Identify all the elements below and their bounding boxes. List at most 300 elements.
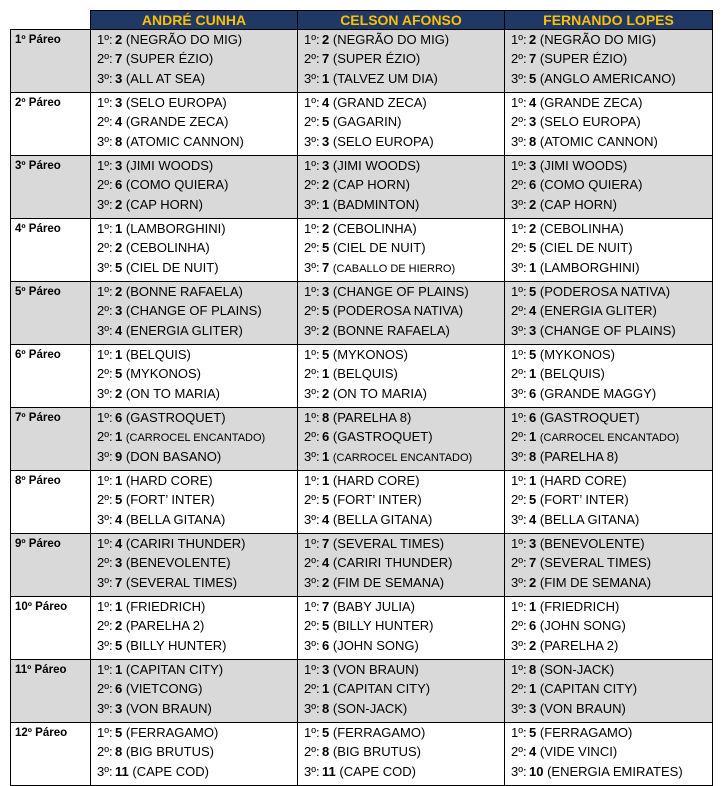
tip-line — [511, 49, 712, 68]
horse-name: (SON-JACK) — [539, 662, 615, 677]
tip-line — [511, 175, 712, 194]
horse-name: (FORT’ INTER) — [125, 492, 215, 508]
horse-name: (HARD CORE) — [332, 473, 420, 488]
tip-line — [511, 510, 712, 529]
horse-number: 7 — [322, 599, 330, 614]
placing-label: 3º: — [511, 322, 527, 338]
horse-number: 1 — [115, 347, 123, 362]
horse-number: 3 — [115, 303, 123, 319]
placing-label: 2º: — [304, 114, 320, 130]
tip-cell — [298, 345, 505, 408]
placing-label: 2º: — [304, 744, 320, 760]
placing-label: 1º: — [511, 32, 527, 47]
tip-line — [97, 195, 297, 214]
horse-name: (VON BRAUN) — [125, 700, 212, 716]
tip-cell — [91, 408, 298, 471]
tip-cell — [298, 219, 505, 282]
placing-label: 2º: — [511, 366, 527, 382]
tip-line — [511, 345, 712, 364]
tip-line — [97, 762, 297, 781]
tip-cell — [91, 282, 298, 345]
horse-number: 2 — [115, 618, 123, 634]
horse-name: (SEVERAL TIMES) — [125, 574, 238, 590]
placing-label: 2º: — [97, 177, 113, 193]
placing-label: 3º: — [97, 700, 113, 716]
tip-line — [304, 616, 504, 635]
placing-label: 1º: — [511, 221, 527, 236]
tip-line — [304, 195, 504, 214]
tip-line — [304, 679, 504, 698]
horse-number: 9 — [115, 448, 123, 464]
placing-label: 3º: — [304, 70, 320, 86]
tip-line — [97, 301, 297, 320]
placing-label: 3º: — [97, 259, 113, 275]
race-label: 6º Páreo — [11, 345, 91, 408]
horse-name: (BELQUIS) — [539, 366, 605, 382]
tip-line — [304, 534, 504, 553]
race-row — [11, 471, 713, 534]
horse-number: 2 — [529, 637, 537, 653]
tip-line — [97, 258, 297, 277]
horse-name: (BIG BRUTUS) — [125, 744, 214, 760]
placing-label: 3º: — [304, 448, 320, 464]
tip-line — [304, 238, 504, 257]
tip-line — [511, 447, 712, 466]
horse-name: (CARROCEL ENCANTADO) — [332, 451, 473, 464]
tip-line — [511, 384, 712, 403]
horse-name: (GRANDE MAGGY) — [539, 385, 657, 401]
tip-line — [511, 573, 712, 592]
placing-label: 2º: — [511, 114, 527, 130]
race-label: 7º Páreo — [11, 408, 91, 471]
horse-name: (VIDE VINCI) — [539, 744, 618, 760]
tip-line — [97, 69, 297, 88]
horse-number: 1 — [529, 681, 537, 697]
tip-line — [304, 553, 504, 572]
horse-number: 6 — [115, 410, 123, 425]
tip-line — [511, 471, 712, 490]
placing-label: 2º: — [511, 177, 527, 193]
placing-label: 2º: — [511, 555, 527, 571]
tip-line — [97, 175, 297, 194]
horse-name: (CAPITAN CITY) — [539, 681, 638, 697]
horse-number: 5 — [529, 284, 537, 299]
race-row — [11, 282, 713, 345]
race-label: 12º Páreo — [11, 723, 91, 786]
race-label: 1º Páreo — [11, 30, 91, 93]
horse-number: 2 — [529, 32, 537, 47]
horse-number: 3 — [322, 662, 330, 677]
horse-name: (SUPER ÉZIO) — [125, 51, 214, 67]
horse-name: (GRANDE ZECA) — [125, 114, 229, 130]
tip-line — [511, 660, 712, 679]
tip-cell — [505, 534, 713, 597]
horse-number: 5 — [322, 114, 330, 130]
placing-label: 2º: — [304, 177, 320, 193]
placing-label: 3º: — [304, 574, 320, 590]
tip-line — [304, 258, 504, 277]
horse-number: 6 — [115, 177, 123, 193]
horse-number: 1 — [529, 473, 537, 488]
placing-label: 1º: — [97, 599, 113, 614]
horse-name: (JOHN SONG) — [539, 618, 626, 634]
placing-label: 1º: — [511, 347, 527, 362]
race-label: 5º Páreo — [11, 282, 91, 345]
horse-number: 1 — [115, 473, 123, 488]
tip-line — [97, 534, 297, 553]
horse-name: (DON BASANO) — [125, 448, 222, 464]
placing-label: 3º: — [304, 763, 320, 779]
placing-label: 2º: — [304, 366, 320, 382]
tip-line — [97, 282, 297, 301]
tip-line — [304, 69, 504, 88]
horse-number: 1 — [529, 599, 537, 614]
placing-label: 2º: — [511, 303, 527, 319]
tip-line — [97, 132, 297, 151]
horse-number: 5 — [115, 725, 123, 740]
horse-number: 8 — [529, 448, 537, 464]
tip-line — [304, 219, 504, 238]
horse-number: 6 — [529, 385, 537, 401]
horse-name: (BADMINTON) — [332, 196, 420, 212]
horse-name: (ENERGIA GLITER) — [125, 322, 243, 338]
tip-cell — [298, 93, 505, 156]
tip-line — [97, 723, 297, 742]
horse-number: 5 — [115, 366, 123, 382]
header-tipster-3: FERNANDO LOPES — [505, 11, 713, 30]
placing-label: 2º: — [97, 681, 113, 697]
tip-line — [97, 408, 297, 427]
tip-line — [511, 699, 712, 718]
horse-number: 5 — [115, 259, 123, 275]
horse-name: (CEBOLINHA) — [125, 240, 210, 256]
horse-number: 1 — [115, 221, 123, 236]
horse-number: 8 — [529, 662, 537, 677]
tip-line — [97, 49, 297, 68]
tip-cell — [505, 345, 713, 408]
tip-line — [304, 490, 504, 509]
tip-cell — [505, 30, 713, 93]
placing-label: 3º: — [97, 196, 113, 212]
placing-label: 2º: — [511, 51, 527, 67]
race-row — [11, 660, 713, 723]
horse-name: (TALVEZ UM DIA) — [332, 70, 438, 86]
placing-label: 1º: — [304, 32, 320, 47]
horse-name: (ATOMIC CANNON) — [125, 133, 244, 149]
tip-line — [511, 636, 712, 655]
placing-label: 3º: — [97, 763, 113, 779]
placing-label: 2º: — [97, 51, 113, 67]
horse-name: (GRANDE ZECA) — [539, 95, 643, 110]
tip-cell — [505, 408, 713, 471]
race-label: 4º Páreo — [11, 219, 91, 282]
horse-number: 4 — [115, 511, 123, 527]
horse-number: 4 — [322, 511, 330, 527]
placing-label: 1º: — [304, 410, 320, 425]
tip-line — [97, 573, 297, 592]
tip-line — [304, 49, 504, 68]
placing-label: 3º: — [511, 133, 527, 149]
horse-number: 1 — [322, 366, 330, 382]
tip-cell — [298, 723, 505, 786]
horse-number: 6 — [322, 637, 330, 653]
horse-number: 5 — [115, 492, 123, 508]
placing-label: 1º: — [511, 473, 527, 488]
tip-cell — [91, 93, 298, 156]
tip-line — [97, 219, 297, 238]
tip-line — [304, 282, 504, 301]
horse-name: (JIMI WOODS) — [539, 158, 628, 173]
tip-cell — [298, 597, 505, 660]
placing-label: 2º: — [304, 618, 320, 634]
placing-label: 2º: — [304, 681, 320, 697]
placing-label: 3º: — [511, 637, 527, 653]
horse-number: 10 — [529, 763, 544, 779]
tip-cell — [298, 660, 505, 723]
tip-cell — [91, 723, 298, 786]
race-label: 10º Páreo — [11, 597, 91, 660]
horse-name: (VIETCONG) — [125, 681, 203, 697]
horse-name: (SUPER ÉZIO) — [539, 51, 628, 67]
tip-line — [304, 636, 504, 655]
placing-label: 3º: — [511, 196, 527, 212]
horse-name: (MYKONOS) — [539, 347, 615, 362]
tip-cell — [91, 471, 298, 534]
horse-name: (HARD CORE) — [125, 473, 213, 488]
tip-line — [97, 471, 297, 490]
horse-number: 4 — [115, 114, 123, 130]
tip-line — [97, 345, 297, 364]
race-label: 8º Páreo — [11, 471, 91, 534]
tip-line — [304, 30, 504, 49]
horse-number: 4 — [322, 555, 330, 571]
tip-cell — [505, 723, 713, 786]
horse-number: 6 — [322, 429, 330, 445]
tip-cell — [298, 156, 505, 219]
horse-name: (BELLA GITANA) — [125, 511, 226, 527]
tip-line — [511, 679, 712, 698]
tip-line — [511, 132, 712, 151]
placing-label: 1º: — [304, 725, 320, 740]
horse-name: (BONNE RAFAELA) — [332, 322, 450, 338]
horse-number: 2 — [115, 240, 123, 256]
horse-name: (BENEVOLENTE) — [539, 536, 645, 551]
placing-label: 2º: — [97, 114, 113, 130]
horse-number: 3 — [529, 158, 537, 173]
horse-number: 7 — [322, 259, 330, 275]
race-label: 2º Páreo — [11, 93, 91, 156]
horse-name: (CEBOLINHA) — [539, 221, 624, 236]
horse-name: (VON BRAUN) — [539, 700, 626, 716]
placing-label: 2º: — [511, 744, 527, 760]
horse-name: (COMO QUIERA) — [125, 177, 229, 193]
tip-line — [304, 112, 504, 131]
placing-label: 2º: — [304, 303, 320, 319]
header-corner — [11, 11, 91, 30]
horse-name: (JIMI WOODS) — [125, 158, 214, 173]
horse-name: (CAP HORN) — [539, 196, 617, 212]
horse-name: (BILLY HUNTER) — [332, 618, 434, 634]
horse-number: 2 — [322, 385, 330, 401]
placing-label: 1º: — [511, 410, 527, 425]
placing-label: 3º: — [304, 385, 320, 401]
placing-label: 3º: — [97, 322, 113, 338]
tip-line — [97, 490, 297, 509]
horse-number: 3 — [322, 284, 330, 299]
horse-name: (CIEL DE NUIT) — [332, 240, 426, 256]
horse-number: 7 — [529, 51, 537, 67]
horse-name: (COMO QUIERA) — [539, 177, 643, 193]
horse-number: 1 — [115, 662, 123, 677]
horse-number: 4 — [529, 95, 537, 110]
tip-line — [511, 616, 712, 635]
tip-line — [304, 132, 504, 151]
horse-number: 4 — [115, 536, 123, 551]
tip-line — [511, 321, 712, 340]
race-label: 3º Páreo — [11, 156, 91, 219]
tip-line — [511, 93, 712, 112]
tip-line — [511, 30, 712, 49]
horse-name: (ON TO MARIA) — [125, 385, 220, 401]
horse-number: 5 — [322, 492, 330, 508]
horse-number: 3 — [322, 133, 330, 149]
tip-line — [304, 364, 504, 383]
placing-label: 3º: — [304, 322, 320, 338]
tip-cell — [298, 471, 505, 534]
horse-name: (CIEL DE NUIT) — [125, 259, 219, 275]
tip-line — [304, 660, 504, 679]
horse-number: 2 — [529, 221, 537, 236]
horse-number: 4 — [322, 95, 330, 110]
horse-name: (SON-JACK) — [332, 700, 408, 716]
tip-line — [97, 597, 297, 616]
horse-name: (BIG BRUTUS) — [332, 744, 421, 760]
horse-number: 7 — [115, 574, 123, 590]
tip-line — [97, 553, 297, 572]
horse-name: (SEVERAL TIMES) — [539, 555, 652, 571]
placing-label: 3º: — [511, 511, 527, 527]
placing-label: 1º: — [97, 473, 113, 488]
placing-label: 1º: — [97, 95, 113, 110]
horse-number: 2 — [115, 32, 123, 47]
horse-number: 6 — [529, 410, 537, 425]
tip-cell — [505, 282, 713, 345]
race-row — [11, 534, 713, 597]
tip-line — [97, 112, 297, 131]
horse-name: (SELO EUROPA) — [332, 133, 434, 149]
horse-number: 7 — [115, 51, 123, 67]
race-row — [11, 156, 713, 219]
horse-number: 5 — [529, 347, 537, 362]
horse-name: (FRIEDRICH) — [125, 599, 206, 614]
horse-name: (BELQUIS) — [125, 347, 191, 362]
tip-line — [304, 573, 504, 592]
tip-line — [511, 408, 712, 427]
horse-name: (BONNE RAFAELA) — [125, 284, 243, 299]
horse-name: (MYKONOS) — [332, 347, 408, 362]
horse-number: 7 — [322, 51, 330, 67]
horse-number: 1 — [322, 473, 330, 488]
horse-name: (GRAND ZECA) — [332, 95, 427, 110]
horse-name: (CABALLO DE HIERRO) — [332, 262, 456, 275]
tip-line — [97, 156, 297, 175]
horse-name: (CARIRI THUNDER) — [332, 555, 453, 571]
horse-name: (HARD CORE) — [539, 473, 627, 488]
horse-number: 11 — [322, 763, 336, 779]
tip-cell — [91, 660, 298, 723]
horse-name: (FERRAGAMO) — [539, 725, 633, 740]
horse-name: (VON BRAUN) — [332, 662, 419, 677]
horse-number: 11 — [115, 763, 129, 779]
placing-label: 1º: — [97, 158, 113, 173]
tip-line — [511, 112, 712, 131]
tips-table — [10, 10, 713, 786]
placing-label: 2º: — [511, 681, 527, 697]
horse-name: (FERRAGAMO) — [332, 725, 426, 740]
tip-line — [511, 238, 712, 257]
tip-line — [511, 490, 712, 509]
horse-name: (FRIEDRICH) — [539, 599, 620, 614]
placing-label: 1º: — [97, 725, 113, 740]
placing-label: 1º: — [97, 284, 113, 299]
horse-number: 8 — [322, 744, 330, 760]
horse-number: 1 — [529, 259, 537, 275]
horse-name: (ENERGIA EMIRATES) — [547, 763, 683, 779]
horse-name: (ANGLO AMERICANO) — [539, 70, 676, 86]
placing-label: 1º: — [304, 95, 320, 110]
tip-cell — [91, 597, 298, 660]
tip-line — [97, 699, 297, 718]
horse-number: 2 — [322, 322, 330, 338]
horse-number: 6 — [529, 618, 537, 634]
horse-name: (FIM DE SEMANA) — [332, 574, 445, 590]
horse-name: (PARELHA 2) — [125, 618, 205, 634]
horse-number: 5 — [322, 725, 330, 740]
placing-label: 1º: — [97, 662, 113, 677]
placing-label: 2º: — [97, 744, 113, 760]
horse-number: 3 — [529, 114, 537, 130]
horse-name: (CHANGE OF PLAINS) — [125, 303, 262, 319]
tip-line — [511, 69, 712, 88]
tip-line — [304, 156, 504, 175]
race-row — [11, 408, 713, 471]
tip-line — [304, 384, 504, 403]
horse-name: (CARROCEL ENCANTADO) — [125, 432, 266, 445]
placing-label: 3º: — [304, 700, 320, 716]
tip-cell — [298, 282, 505, 345]
horse-name: (CAPE COD) — [339, 763, 416, 779]
tip-line — [304, 175, 504, 194]
placing-label: 1º: — [97, 410, 113, 425]
horse-name: (SELO EUROPA) — [539, 114, 641, 130]
tip-cell — [91, 219, 298, 282]
horse-number: 7 — [322, 536, 330, 551]
horse-number: 4 — [529, 511, 537, 527]
horse-name: (BELLA GITANA) — [332, 511, 433, 527]
horse-name: (CAPITAN CITY) — [332, 681, 431, 697]
horse-number: 3 — [115, 158, 123, 173]
tip-line — [97, 636, 297, 655]
horse-number: 8 — [115, 744, 123, 760]
tip-line — [97, 364, 297, 383]
placing-label: 3º: — [304, 133, 320, 149]
horse-name: (PODEROSA NATIVA) — [332, 303, 464, 319]
race-row — [11, 219, 713, 282]
placing-label: 3º: — [304, 196, 320, 212]
horse-name: (ATOMIC CANNON) — [539, 133, 658, 149]
placing-label: 1º: — [304, 536, 320, 551]
placing-label: 1º: — [511, 158, 527, 173]
